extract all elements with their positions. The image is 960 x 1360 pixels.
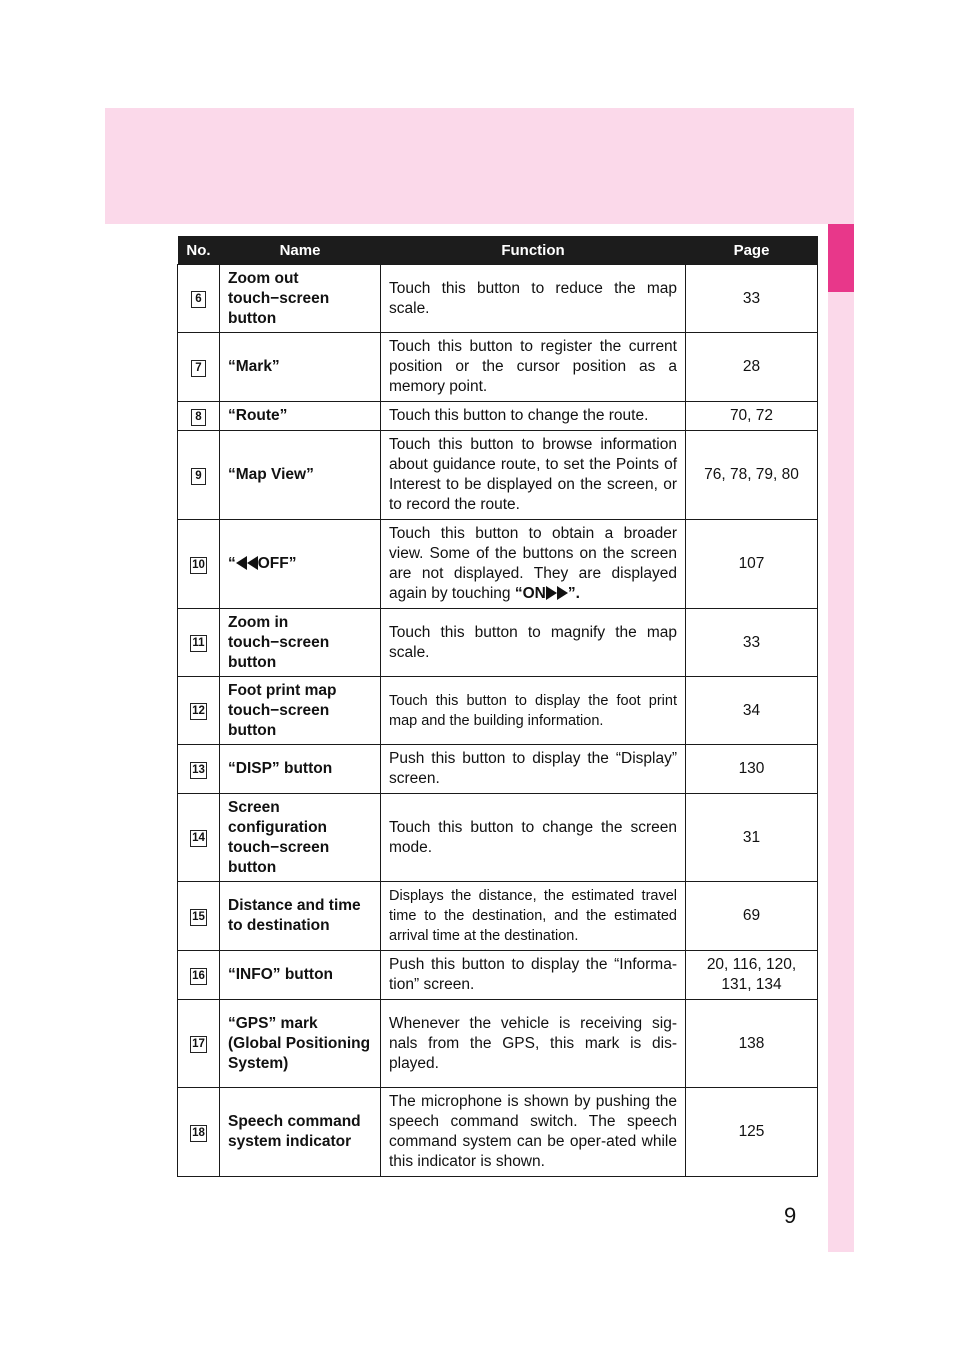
table-row	[178, 951, 818, 1000]
item-name: Distance and time to destination	[220, 882, 381, 951]
item-function: Displays the distance, the estimated travel time to the destination, and the estimated arrival time at the destination.	[381, 882, 686, 951]
item-page: 107	[686, 520, 818, 609]
item-name: “INFO” button	[220, 951, 381, 1000]
item-function: Touch this button to register the current position or the cursor position as a memory point.	[381, 333, 686, 402]
item-function: Touch this button to change the route.	[381, 402, 686, 431]
item-function: Touch this button to reduce the map scale.	[381, 265, 686, 333]
item-name: Speech command system indicator	[220, 1088, 381, 1177]
item-function: The microphone is shown by pushing the speech command switch. The speech command system can be oper-ated while this indicator is shown.	[381, 1088, 686, 1177]
item-page: 20, 116, 120, 131, 134	[686, 951, 818, 1000]
table-row	[178, 1088, 818, 1177]
item-number: 15	[190, 909, 207, 926]
item-page: 125	[686, 1088, 818, 1177]
side-strip	[828, 224, 854, 1252]
item-page: 69	[686, 882, 818, 951]
table-row	[178, 402, 818, 431]
item-name: Zoom out touch−screen button	[220, 265, 381, 333]
item-function: Touch this button to change the screen mode.	[381, 794, 686, 882]
item-number: 18	[190, 1125, 207, 1142]
header-no: No.	[178, 236, 220, 265]
item-page: 33	[686, 265, 818, 333]
item-function: Push this button to display the “Display” screen.	[381, 745, 686, 794]
item-page: 138	[686, 1000, 818, 1088]
item-number: 14	[190, 830, 207, 847]
name-open-quote: “	[228, 555, 236, 572]
item-page: 28	[686, 333, 818, 402]
item-number: 16	[190, 968, 207, 985]
item-page: 33	[686, 609, 818, 677]
table-header-row	[178, 236, 818, 265]
item-name: Zoom in touch−screen button	[220, 609, 381, 677]
item-number: 9	[191, 468, 206, 485]
table-row	[178, 794, 818, 882]
item-number: 8	[191, 409, 206, 426]
function-on-label: “ON	[514, 585, 546, 602]
header-page: Page	[686, 236, 818, 265]
function-on-end: ”.	[567, 585, 580, 602]
item-name: “Route”	[220, 402, 381, 431]
item-function: Touch this button to display the foot print map and the building information.	[381, 677, 686, 745]
table-row	[178, 609, 818, 677]
item-function	[381, 520, 686, 609]
table-row	[178, 333, 818, 402]
item-function: Touch this button to browse information about guidance route, to set the Points of Interest to be displayed on the screen, or to record the route.	[381, 431, 686, 520]
table-row	[178, 745, 818, 794]
item-name: “Map View”	[220, 431, 381, 520]
item-number: 11	[190, 635, 206, 652]
top-decorative-band	[105, 108, 854, 224]
table-row	[178, 1000, 818, 1088]
table-row	[178, 520, 818, 609]
function-text: Touch this button to obtain a broader view. Some of the buttons on the screen are not displayed. They are displayed again by touching	[389, 525, 677, 602]
item-function: Push this button to display the “Informa-tion” screen.	[381, 951, 686, 1000]
item-name: “GPS” mark (Global Positioning System)	[220, 1000, 381, 1088]
item-name: “Mark”	[220, 333, 381, 402]
item-name: “DISP” button	[220, 745, 381, 794]
item-page: 70, 72	[686, 402, 818, 431]
item-number: 7	[191, 360, 206, 377]
component-table	[177, 236, 818, 1177]
item-page: 34	[686, 677, 818, 745]
header-function: Function	[381, 236, 686, 265]
item-page: 76, 78, 79, 80	[686, 431, 818, 520]
item-page: 31	[686, 794, 818, 882]
table-row	[178, 431, 818, 520]
item-number: 12	[190, 703, 207, 720]
header-name: Name	[220, 236, 381, 265]
item-number: 13	[190, 762, 207, 779]
left-arrow-icon	[247, 556, 258, 570]
table-row	[178, 265, 818, 333]
left-arrow-icon	[236, 556, 247, 570]
right-arrow-icon	[546, 586, 557, 600]
item-function: Whenever the vehicle is receiving sig-nals from the GPS, this mark is dis-played.	[381, 1000, 686, 1088]
item-function: Touch this button to magnify the map scale.	[381, 609, 686, 677]
section-tab	[828, 224, 854, 292]
item-number: 10	[190, 557, 207, 574]
page-number: 9	[784, 1203, 797, 1228]
item-name: Foot print map touch−screen button	[220, 677, 381, 745]
item-page: 130	[686, 745, 818, 794]
table-row	[178, 677, 818, 745]
item-name: Screen configuration touch−screen button	[220, 794, 381, 882]
name-off-label: OFF”	[257, 555, 297, 572]
right-arrow-icon	[557, 586, 568, 600]
item-number: 17	[190, 1036, 207, 1053]
table-row	[178, 882, 818, 951]
item-number: 6	[191, 291, 206, 308]
item-name	[220, 520, 381, 609]
